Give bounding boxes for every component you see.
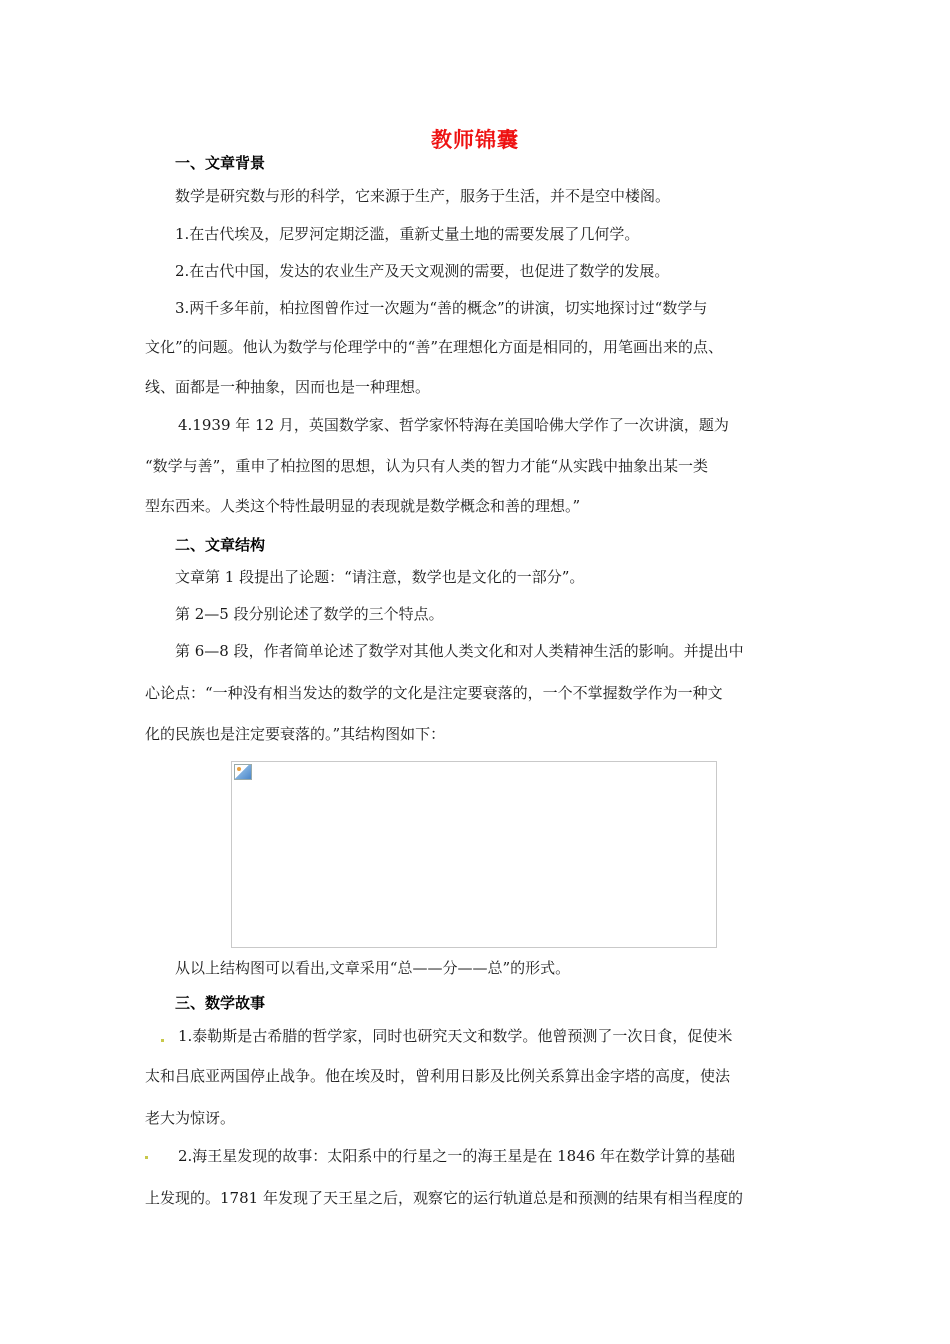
paragraph-line: 太和吕底亚两国停止战争。他在埃及时，曾利用日影及比例关系算出金字塔的高度，使法 — [145, 1067, 731, 1085]
paragraph-line: 线、面都是一种抽象，因而也是一种理想。 — [145, 378, 431, 396]
paragraph-line: “数学与善”，重申了柏拉图的思想，认为只有人类的智力才能“从实践中抽象出某一类 — [145, 457, 709, 475]
marker-dot — [161, 1039, 164, 1042]
paragraph-line: 1.泰勒斯是古希腊的哲学家，同时也研究天文和数学。他曾预测了一次日食，促使米 — [178, 1027, 733, 1045]
paragraph-line: 上发现的。1781 年发现了天王星之后，观察它的运行轨道总是和预测的结果有相当程度的 — [145, 1189, 743, 1207]
paragraph-line: 文章第 1 段提出了论题：“请注意，数学也是文化的一部分”。 — [175, 568, 585, 586]
section-heading-structure: 二、文章结构 — [175, 536, 266, 554]
marker-dot — [145, 1156, 148, 1159]
paragraph-line: 3.两千多年前，柏拉图曾作过一次题为“善的概念”的讲演，切实地探讨过“数学与 — [175, 299, 708, 317]
paragraph-line: 第 2—5 段分别论述了数学的三个特点。 — [175, 605, 444, 623]
paragraph-line: 老大为惊讶。 — [145, 1109, 236, 1127]
paragraph-line: 2.在古代中国，发达的农业生产及天文观测的需要，也促进了数学的发展。 — [175, 262, 670, 280]
paragraph-line: 2.海王星发现的故事：太阳系中的行星之一的海王星是在 1846 年在数学计算的基础 — [178, 1147, 736, 1165]
paragraph-line: 数学是研究数与形的科学，它来源于生产，服务于生活，并不是空中楼阁。 — [175, 187, 671, 205]
section-heading-stories: 三、数学故事 — [175, 994, 266, 1012]
broken-image-icon — [234, 764, 252, 780]
section-heading-background: 一、文章背景 — [175, 154, 266, 172]
paragraph-line: 化的民族也是注定要衰落的。”其结构图如下： — [145, 725, 446, 743]
paragraph-line: 1.在古代埃及，尼罗河定期泛滥，重新丈量土地的需要发展了几何学。 — [175, 225, 640, 243]
paragraph-line: 4.1939 年 12 月，英国数学家、哲学家怀特海在美国哈佛大学作了一次讲演，题为 — [178, 416, 729, 434]
paragraph-line: 型东西来。人类这个特性最明显的表现就是数学概念和善的理想。” — [145, 497, 581, 515]
structure-diagram-placeholder — [231, 761, 717, 948]
page-title: 教师锦囊 — [431, 128, 519, 152]
paragraph-line: 从以上结构图可以看出,文章采用“总——分——总”的形式。 — [175, 959, 571, 977]
paragraph-line: 第 6—8 段，作者简单论述了数学对其他人类文化和对人类精神生活的影响。并提出中 — [175, 642, 744, 660]
paragraph-line: 文化”的问题。他认为数学与伦理学中的“善”在理想化方面是相同的，用笔画出来的点、 — [145, 338, 724, 356]
paragraph-line: 心论点：“一种没有相当发达的数学的文化是注定要衰落的，一个不掌握数学作为一种文 — [145, 684, 723, 702]
